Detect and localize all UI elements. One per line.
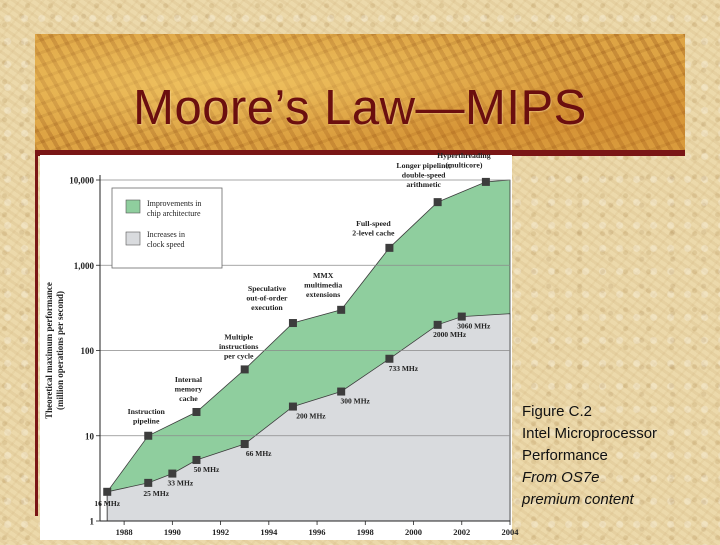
architecture-annotation: cache [179, 393, 198, 403]
architecture-annotation: Speculative [247, 284, 287, 294]
architecture-marker [482, 178, 490, 186]
y-tick-label: 1,000 [73, 260, 94, 271]
architecture-annotation: 2-level cache [352, 228, 395, 238]
architecture-annotation: Hyperthreading [437, 150, 491, 160]
clock-annotation: 50 MHz [193, 464, 220, 474]
x-tick-label: 1998 [356, 527, 374, 537]
architecture-annotation: Instruction [127, 406, 165, 416]
x-tick-label: 2004 [501, 527, 519, 537]
x-tick-label: 1992 [212, 527, 230, 537]
y-tick-label: 1 [89, 516, 94, 527]
clock-annotation: 2000 MHz [433, 329, 467, 339]
x-tick-label: 2002 [453, 527, 471, 537]
architecture-annotation: arithmetic [406, 180, 441, 190]
y-tick-label: 100 [80, 346, 94, 356]
architecture-annotation: (multicore) [445, 160, 483, 170]
architecture-annotation: out-of-order [246, 293, 288, 303]
chart-panel [40, 150, 519, 540]
clock-annotation: 66 MHz [245, 449, 272, 459]
architecture-annotation: per cycle [223, 351, 254, 361]
figure-caption [522, 401, 712, 511]
legend-label-architecture: Improvements in [147, 199, 202, 208]
clock-annotation: 33 MHz [167, 478, 194, 488]
architecture-annotation: Full-speed [356, 218, 391, 228]
caption-line: premium content [522, 491, 634, 508]
y-axis-title: Theoretical maximum performance [44, 282, 54, 419]
legend-swatch-clock [126, 232, 140, 245]
clock-annotation: 3060 MHz [457, 321, 491, 331]
clock-annotation: 16 MHz [94, 498, 121, 508]
clock-marker [144, 479, 152, 487]
clock-annotation: 733 MHz [388, 363, 419, 373]
clock-annotation: 300 MHz [340, 396, 370, 406]
clock-marker [337, 388, 345, 396]
x-tick-label: 1994 [260, 527, 278, 537]
architecture-annotation: pipeline [133, 416, 160, 426]
legend-label-architecture: chip architecture [147, 209, 201, 218]
clock-marker [168, 470, 176, 478]
clock-marker [434, 321, 442, 329]
x-tick-label: 1996 [308, 527, 326, 537]
architecture-marker [289, 319, 297, 327]
moores-law-chart [40, 150, 519, 540]
y-tick-label: 10 [85, 431, 94, 442]
y-axis-title: (million operations per second) [55, 290, 65, 411]
caption-line: Performance [522, 447, 608, 464]
x-tick-label: 1988 [115, 527, 133, 537]
architecture-annotation: multimedia [304, 280, 343, 290]
architecture-marker [192, 408, 200, 416]
clock-marker [289, 403, 297, 411]
clock-marker [241, 440, 249, 448]
architecture-annotation: Multiple [224, 332, 254, 342]
legend-label-clock: Increases in [147, 230, 185, 239]
architecture-marker [434, 198, 442, 206]
architecture-annotation: double-speed [401, 170, 446, 180]
caption-line: Figure C.2 [522, 403, 593, 420]
architecture-annotation: memory [174, 384, 203, 394]
clock-marker [385, 355, 393, 363]
architecture-annotation: MMX [312, 270, 334, 280]
x-tick-label: 2000 [405, 527, 423, 537]
architecture-annotation: execution [251, 303, 283, 313]
clock-marker [103, 488, 111, 496]
legend-label-clock: clock speed [147, 240, 185, 249]
architecture-marker [385, 244, 393, 252]
architecture-annotation: Internal [174, 374, 203, 384]
caption-line: From OS7e [522, 469, 600, 486]
clock-marker [192, 456, 200, 464]
architecture-annotation: instructions [218, 341, 259, 351]
left-divider [35, 156, 38, 516]
x-tick-label: 1990 [163, 527, 181, 537]
clock-annotation: 25 MHz [143, 488, 170, 498]
architecture-annotation: extensions [306, 289, 341, 299]
legend-swatch-architecture [126, 200, 140, 213]
architecture-marker [241, 365, 249, 373]
architecture-annotation: Longer pipeline, [396, 161, 451, 171]
architecture-marker [144, 432, 152, 440]
architecture-marker [337, 306, 345, 314]
clock-marker [458, 313, 466, 321]
clock-annotation: 200 MHz [296, 411, 326, 421]
y-tick-label: 10,000 [69, 175, 94, 186]
caption-line: Intel Microprocessor [522, 425, 658, 442]
slide-title: Moore’s Law—MIPS [133, 81, 587, 135]
